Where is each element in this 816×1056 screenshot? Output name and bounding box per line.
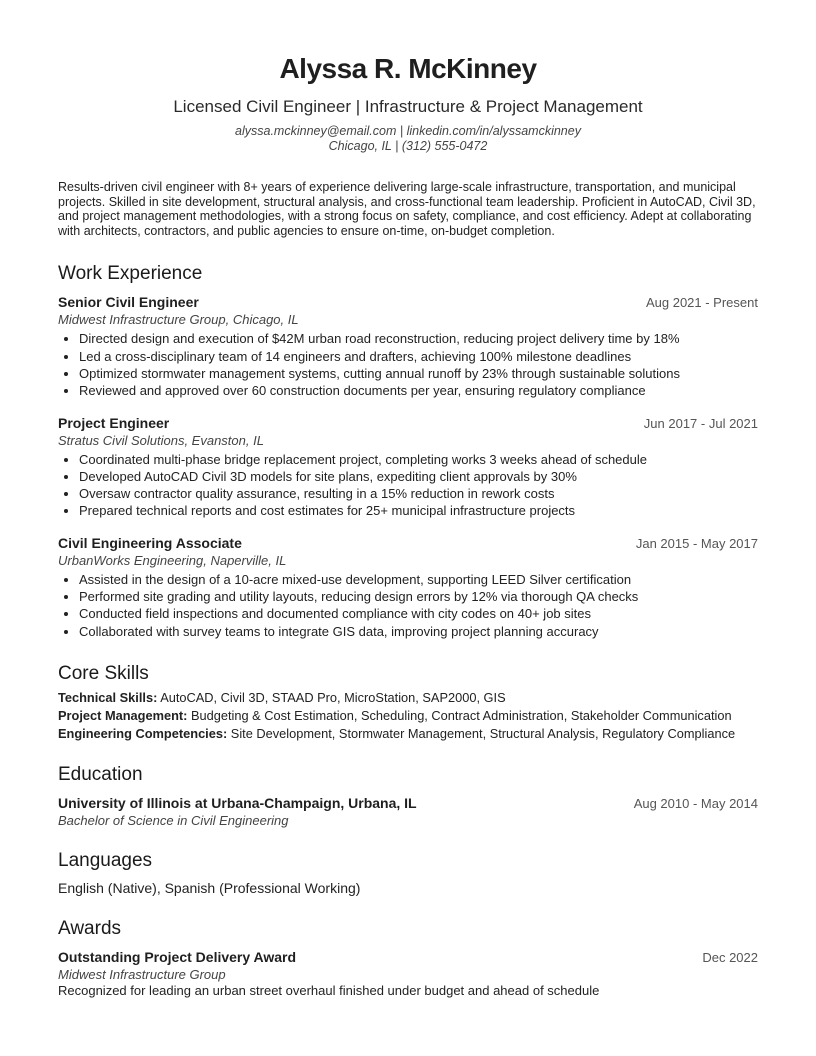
job-title: Project Engineer bbox=[58, 414, 170, 431]
headline: Licensed Civil Engineer | Infrastructure & Project Management bbox=[173, 97, 643, 116]
bullet-item: • Conducted field inspections and documented compliance with city codes on 40+ job sites bbox=[79, 605, 758, 622]
skill-label: Project Management: bbox=[58, 707, 188, 723]
section-title-skills: Core Skills bbox=[58, 662, 149, 684]
award-organization: Midwest Infrastructure Group bbox=[58, 966, 226, 982]
job-entry bbox=[58, 293, 758, 399]
degree: Bachelor of Science in Civil Engineering bbox=[58, 812, 289, 828]
skill-value: Budgeting & Cost Estimation, Scheduling, Contract Administration, Stakeholder Communication bbox=[190, 707, 732, 723]
bullet-item: • Collaborated with survey teams to integrate GIS data, improving project planning accuracy bbox=[79, 623, 758, 640]
skill-value: Site Development, Stormwater Management, Structural Analysis, Regulatory Compliance bbox=[230, 725, 736, 741]
professional-summary: Results-driven civil engineer with 8+ years of experience delivering large-scale infrastructure, transportation, and municipal projects. Skilled in site development, structural analysis, and cross-functional team leadership. Proficient in AutoCAD, Civil 3D, and project management methodologies, with a strong focus on safety, compliance, and cost efficiency. Adept at collaborating with architects, contractors, and public agencies to ensure on-time, on-budget completion. bbox=[58, 180, 756, 238]
bullet-item: • Assisted in the design of a 10-acre mixed-use development, supporting LEED Silver certification bbox=[79, 571, 758, 588]
job-title: Senior Civil Engineer bbox=[58, 294, 199, 311]
skill-row bbox=[58, 726, 758, 741]
job-bullets bbox=[58, 571, 758, 640]
award-date: Dec 2022 bbox=[702, 949, 758, 965]
skill-value: AutoCAD, Civil 3D, STAAD Pro, MicroStation, SAP2000, GIS bbox=[160, 689, 506, 705]
job-company: Stratus Civil Solutions, Evanston, IL bbox=[58, 432, 264, 448]
section-title-work: Work Experience bbox=[58, 263, 203, 285]
job-title: Civil Engineering Associate bbox=[58, 534, 242, 551]
bullet-item: • Oversaw contractor quality assurance, resulting in a 15% reduction in rework costs bbox=[79, 485, 758, 502]
languages-list: English (Native), Spanish (Professional Working) bbox=[58, 879, 361, 896]
core-skills-section bbox=[58, 662, 758, 741]
job-dates: Jan 2015 - May 2017 bbox=[635, 535, 758, 551]
award-description: Recognized for leading an urban street overhaul finished under budget and ahead of schedule bbox=[58, 982, 600, 998]
section-title-education: Education bbox=[58, 763, 143, 785]
job-bullets bbox=[58, 451, 758, 520]
bullet-item: • Developed AutoCAD Civil 3D models for site plans, expediting client approvals by 30% bbox=[79, 468, 758, 485]
job-entry bbox=[58, 414, 758, 520]
skill-row bbox=[58, 690, 758, 705]
bullet-item: • Optimized stormwater management systems, cutting annual runoff by 23% through sustainable solutions bbox=[79, 365, 758, 382]
awards-section bbox=[58, 917, 758, 998]
contact-line-location-phone: Chicago, IL | (312) 555-0472 bbox=[328, 139, 488, 153]
contact-line-email-linkedin: alyssa.mckinney@email.com | linkedin.com/in/alyssamckinney bbox=[235, 124, 581, 138]
section-title-languages: Languages bbox=[58, 849, 153, 871]
bullet-item: • Reviewed and approved over 60 construction documents per year, ensuring regulatory compliance bbox=[79, 382, 758, 399]
job-company: UrbanWorks Engineering, Naperville, IL bbox=[58, 552, 287, 568]
education-dates: Aug 2010 - May 2014 bbox=[633, 795, 758, 811]
job-dates: Aug 2021 - Present bbox=[645, 295, 758, 311]
bullet-item: • Coordinated multi-phase bridge replacement project, completing works 3 weeks ahead of schedule bbox=[79, 451, 758, 468]
job-entry bbox=[58, 534, 758, 640]
bullet-item: • Performed site grading and utility layouts, reducing design errors by 12% via thorough QA checks bbox=[79, 588, 758, 605]
bullet-item: • Prepared technical reports and cost estimates for 25+ municipal infrastructure projects bbox=[79, 502, 758, 519]
education-section bbox=[58, 763, 758, 829]
skill-label: Engineering Competencies: bbox=[58, 725, 228, 741]
section-title-awards: Awards bbox=[58, 917, 122, 939]
job-bullets bbox=[58, 330, 758, 399]
work-experience-section bbox=[58, 262, 758, 640]
contact-info bbox=[58, 124, 758, 154]
school-name: University of Illinois at Urbana-Champaign, Urbana, IL bbox=[58, 794, 417, 811]
skill-row bbox=[58, 708, 758, 723]
languages-section bbox=[58, 849, 758, 897]
job-company: Midwest Infrastructure Group, Chicago, IL bbox=[58, 312, 299, 328]
candidate-name: Alyssa R. McKinney bbox=[279, 53, 537, 84]
bullet-item: • Directed design and execution of $42M urban road reconstruction, reducing project delivery time by 18% bbox=[79, 330, 758, 347]
award-name: Outstanding Project Delivery Award bbox=[58, 948, 297, 965]
bullet-item: • Led a cross-disciplinary team of 14 engineers and drafters, achieving 100% milestone deadlines bbox=[79, 348, 758, 365]
job-dates: Jun 2017 - Jul 2021 bbox=[643, 415, 758, 431]
skill-label: Technical Skills: bbox=[58, 689, 158, 705]
